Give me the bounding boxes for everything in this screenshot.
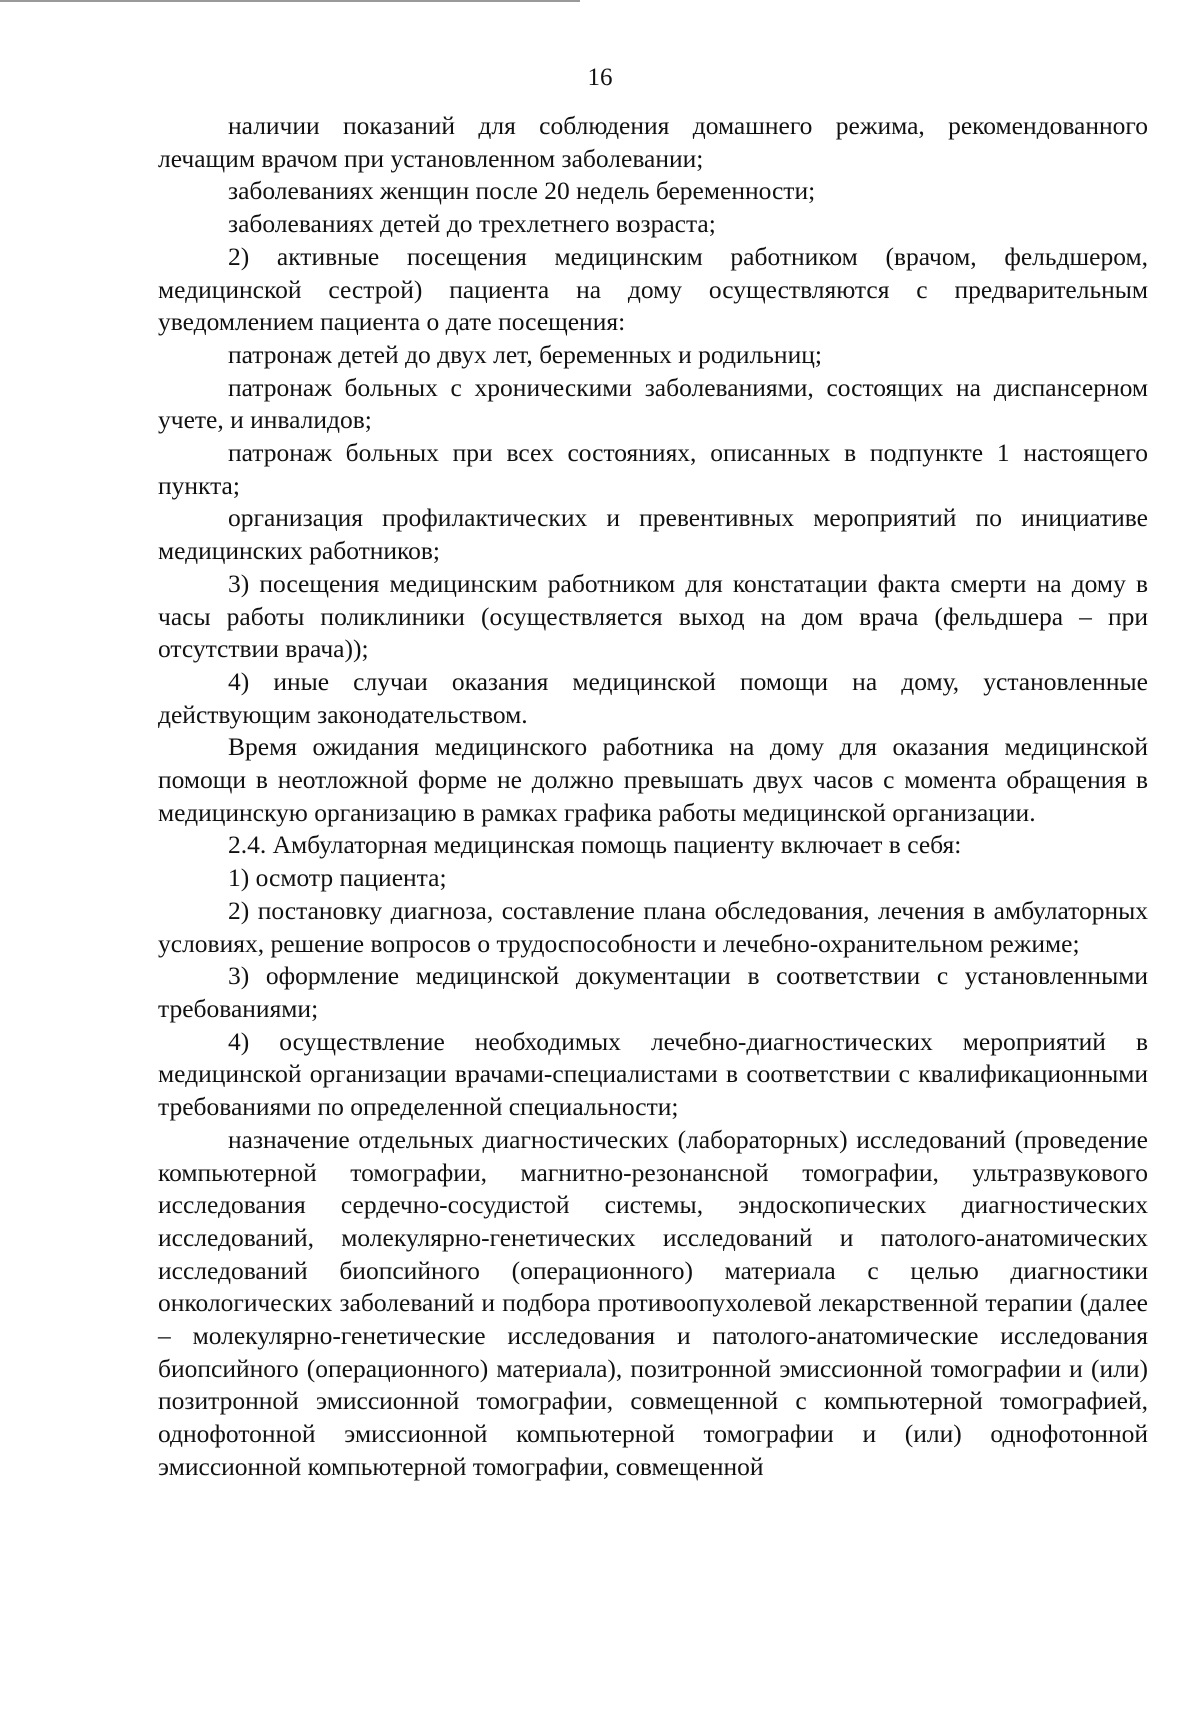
- page-number: 16: [587, 64, 613, 91]
- paragraph-patronage-all: патронаж больных при всех состояниях, описанных в подпункте 1 настоящего пункта;: [158, 438, 1148, 500]
- paragraph-death-visits: 3) посещения медицинским работником для констатации факта смерти на дому в часы работы поликлиники (осуществляется выход на дом врача (фельдшера – при отсутствии врача));: [158, 568, 1148, 664]
- paragraph-examination: 1) осмотр пациента;: [228, 863, 447, 893]
- paragraph-prevention: организация профилактических и превентивных мероприятий по инициативе медицинских работников;: [158, 503, 1148, 566]
- paragraph-diagnostic-research: назначение отдельных диагностических (лабораторных) исследований (проведение компьютерной томографии, магнитно-резонансной томографии, ультразвукового исследования сердечно-сосудистой системы, эндоскопических диагностических исследований, молекулярно-генетических исследований и патолого-анатомических исследований биопсийного (операционного) материала с целью диагностики онкологических заболеваний и подбора противоопухолевой лекарственной терапии (далее – молекулярно-генетические исследования и патолого-анатомические исследования биопсийного (операционного) материала), позитронной эмиссионной томографии и (или) позитронной эмиссионной томографии, совмещенной с компьютерной томографией, однофотонной эмиссионной компьютерной томографии и (или) однофотонной эмиссионной компьютерной томографии, совмещенной: [158, 1124, 1148, 1481]
- paragraph-documentation: 3) оформление медицинской документации в соответствии с установленными требованиями;: [158, 961, 1148, 1023]
- paragraph-patronage-children: патронаж детей до двух лет, беременных и родильниц;: [228, 339, 822, 369]
- paragraph-diagnosis: 2) постановку диагноза, составление плана обследования, лечения в амбулаторных условиях, решение вопросов о трудоспособности и лечебно-охранительном режиме;: [158, 895, 1148, 958]
- scan-edge-line: [0, 0, 580, 2]
- paragraph-specialists: 4) осуществление необходимых лечебно-диагностических мероприятий в медицинской организации врачами-специалистами в соответствии с квалификационными требованиями по определенной специальности;: [158, 1026, 1148, 1122]
- document-body: [158, 110, 1148, 1484]
- paragraph-waiting-time: Время ожидания медицинского работника на дому для оказания медицинской помощи в неотложной форме не должно превышать двух часов с момента обращения в медицинскую организацию в рамках графика работы медицинской организации.: [158, 732, 1148, 827]
- paragraph-section-2-4: 2.4. Амбулаторная медицинская помощь пациенту включает в себя:: [228, 830, 962, 860]
- paragraph-other-cases: 4) иные случаи оказания медицинской помощи на дому, установленные действующим законодательством.: [158, 666, 1148, 729]
- paragraph-home-regime: наличии показаний для соблюдения домашнего режима, рекомендованного лечащим врачом при установленном заболевании;: [158, 111, 1148, 173]
- paragraph-children: заболеваниях детей до трехлетнего возраста;: [228, 209, 716, 239]
- paragraph-active-visits: 2) активные посещения медицинским работником (врачом, фельдшером, медицинской сестрой) пациента на дому осуществляются с предварительным уведомлением пациента о дате посещения:: [158, 241, 1148, 337]
- paragraph-patronage-chronic: патронаж больных с хроническими заболеваниями, состоящих на диспансерном учете, и инвалидов;: [158, 372, 1148, 435]
- paragraph-pregnancy: заболеваниях женщин после 20 недель беременности;: [228, 176, 816, 206]
